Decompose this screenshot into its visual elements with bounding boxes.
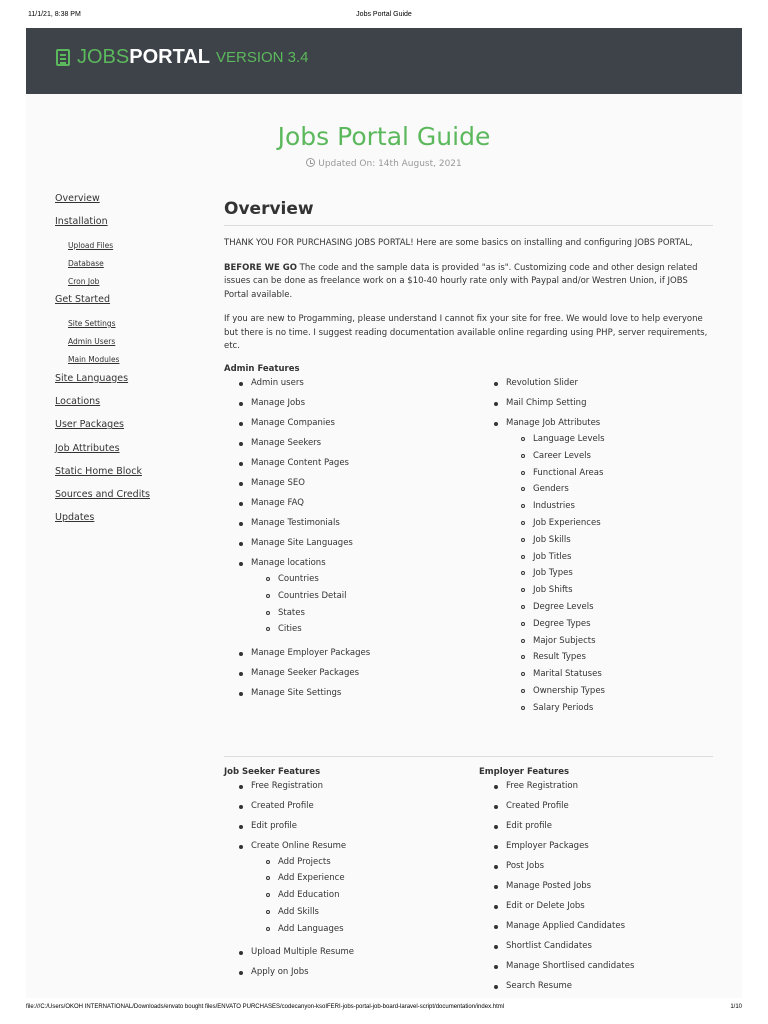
list-item <box>506 860 713 880</box>
section-divider <box>224 756 713 757</box>
list-item <box>251 647 479 667</box>
list-item <box>506 980 713 1000</box>
sub-list-item: Salary Periods <box>533 702 713 719</box>
sidebar-link[interactable]: Updates <box>55 512 95 524</box>
sub-list <box>506 433 713 719</box>
list-item <box>506 940 713 960</box>
sub-list-item: Career Levels <box>533 450 713 467</box>
list-item-label: Manage Seekers <box>251 438 322 448</box>
sidebar-link[interactable]: Site Settings <box>68 318 116 328</box>
sidebar-link[interactable]: Static Home Block <box>55 465 142 477</box>
brand-part2: PORTAL <box>129 46 210 68</box>
list-item <box>251 477 479 497</box>
document-icon <box>56 49 70 66</box>
sub-list-item: Add Languages <box>278 923 479 940</box>
list-item-label: Manage Companies <box>251 418 335 428</box>
list-item-label: Revolution Slider <box>506 378 578 388</box>
page-title: Jobs Portal Guide <box>277 122 491 151</box>
sub-list-item: Result Types <box>533 651 713 668</box>
sub-list-item: Job Skills <box>533 534 713 551</box>
list-item-label: Manage Testimonials <box>251 518 340 528</box>
list-item <box>251 557 479 640</box>
list-item <box>506 960 713 980</box>
sidebar-link[interactable]: Locations <box>55 395 101 407</box>
sidebar-link[interactable]: Installation <box>55 216 108 228</box>
sidebar-link[interactable]: Job Attributes <box>55 442 120 454</box>
list-item-label: Create Online Resume <box>251 840 347 851</box>
list-item <box>251 800 479 820</box>
list-item-label: Manage Content Pages <box>251 458 349 468</box>
list-item-label: Manage Applied Candidates <box>506 920 626 931</box>
list-item <box>251 667 479 687</box>
list-item <box>506 820 713 840</box>
seeker-features-heading: Job Seeker Features <box>224 767 321 777</box>
sub-list <box>251 856 479 940</box>
sub-list-item: Ownership Types <box>533 685 713 702</box>
list-item-label: Manage Job Attributes <box>506 418 601 428</box>
admin-features-heading: Admin Features <box>224 363 300 374</box>
sub-list-item: Language Levels <box>533 433 713 450</box>
list-item <box>506 377 713 397</box>
list-item <box>251 946 479 966</box>
sidebar-link[interactable]: Database <box>68 258 104 268</box>
list-item-label: Edit or Delete Jobs <box>506 900 585 911</box>
list-item <box>251 780 479 800</box>
sub-list-item: States <box>278 607 479 624</box>
list-item-label: Search Resume <box>506 980 572 991</box>
print-page-number: 1/10 <box>730 1004 742 1010</box>
sub-list-item: Marital Statuses <box>533 668 713 685</box>
list-item <box>506 880 713 900</box>
list-item-label: Manage Site Settings <box>251 688 342 699</box>
list-item <box>251 437 479 457</box>
admin-features-columns <box>224 377 713 726</box>
list-item-label: Manage Shortlised candidates <box>506 960 635 971</box>
list-item <box>506 397 713 417</box>
list-item <box>251 517 479 537</box>
sub-list-item: Countries Detail <box>278 590 479 607</box>
list-item-label: Shortlist Candidates <box>506 940 592 951</box>
clock-icon <box>306 158 315 167</box>
list-item <box>251 397 479 417</box>
updated-text: Updated On: 14th August, 2021 <box>318 159 462 169</box>
list-item <box>251 537 479 557</box>
brand-part1: JOBS <box>77 46 130 68</box>
list-item-label: Manage SEO <box>251 478 305 488</box>
intro-paragraph: THANK YOU FOR PURCHASING JOBS PORTAL! Here are some basics on installing and configuring JOBS PORTAL, <box>224 238 693 248</box>
list-item-label: Created Profile <box>506 800 569 811</box>
sidebar-link[interactable]: Site Languages <box>55 372 129 384</box>
main-content <box>224 198 713 726</box>
sub-list-item: Job Titles <box>533 551 713 568</box>
list-item <box>251 417 479 437</box>
list-item <box>506 417 713 719</box>
before-we-go-paragraph <box>224 262 713 303</box>
sub-list-item: Functional Areas <box>533 467 713 484</box>
print-header <box>0 0 768 28</box>
sub-list-item: Job Types <box>533 567 713 584</box>
list-item-label: Free Registration <box>251 780 323 791</box>
sub-list-item: Add Skills <box>278 906 479 923</box>
list-item-label: Manage Seeker Packages <box>251 668 360 679</box>
employer-features-heading: Employer Features <box>479 767 570 777</box>
sub-list-item: Countries <box>278 573 479 590</box>
list-item-label: Free Registration <box>506 780 578 791</box>
print-file-path: file:///C:/Users/OKOH INTERNATIONAL/Downloads/envato bought files/ENVATO PURCHASES/codecanyon-ksoIFERI-jobs-portal-job-board-laravel-script/documentation/index.html <box>26 1004 505 1010</box>
sidebar-link[interactable]: User Packages <box>55 419 125 431</box>
list-item-label: Manage Jobs <box>251 398 305 408</box>
list-item-label: Manage Site Languages <box>251 538 353 548</box>
sub-list-item: Degree Levels <box>533 601 713 618</box>
feature-sections <box>224 766 713 1000</box>
admin-features-list-2 <box>479 377 713 719</box>
admin-features-list-1 <box>224 377 479 707</box>
print-footer <box>0 1000 768 1024</box>
sub-list-item: Add Experience <box>278 872 479 889</box>
list-item-label: Manage locations <box>251 558 326 568</box>
sidebar-link[interactable]: Cron Job <box>68 277 100 287</box>
before-we-go-text: The code and the sample data is provided "as is". Customizing code and other design related issues can be done as freelance work on a $10-40 hourly rate only with Paypal and/or Westren Union, if JOBS Portal available. <box>224 262 698 300</box>
list-item <box>506 900 713 920</box>
sub-list-item: Job Experiences <box>533 517 713 534</box>
list-item-label: Manage FAQ <box>251 498 304 508</box>
list-item <box>251 966 479 986</box>
new-programmer-paragraph: If you are new to Progamming, please understand I cannot fix your site for free. We would love to help everyone but there is no time. I suggest reading documentation available online regarding using PHP, server requirements, etc. <box>224 314 708 351</box>
sub-list-item: Industries <box>533 500 713 517</box>
sub-list-item: Add Education <box>278 889 479 906</box>
sidebar-link[interactable]: Get Started <box>55 294 111 306</box>
list-item-label: Edit profile <box>251 820 298 831</box>
list-item <box>506 780 713 800</box>
sub-list-item: Major Subjects <box>533 635 713 652</box>
sub-list-item: Job Shifts <box>533 584 713 601</box>
list-item <box>251 497 479 517</box>
sidebar-link[interactable]: Upload Files <box>68 240 114 250</box>
top-banner <box>26 28 742 94</box>
list-item-label: Manage Employer Packages <box>251 648 371 659</box>
list-item-label: Edit profile <box>506 820 553 831</box>
sub-list-item: Genders <box>533 483 713 500</box>
sub-list-item: Degree Types <box>533 618 713 635</box>
print-datetime: 11/1/21, 8:38 PM <box>28 11 81 18</box>
list-item <box>251 457 479 477</box>
sidebar-link[interactable]: Overview <box>55 193 100 204</box>
seeker-features-list <box>224 780 479 987</box>
list-item-label: Admin users <box>251 378 304 388</box>
list-item <box>506 920 713 940</box>
sub-list-item: Add Projects <box>278 856 479 873</box>
updated-date <box>0 158 768 169</box>
print-title: Jobs Portal Guide <box>356 11 412 18</box>
list-item <box>251 377 479 397</box>
list-item-label: Manage Posted Jobs <box>506 880 592 891</box>
list-item <box>251 687 479 707</box>
list-item <box>251 820 479 840</box>
list-item-label: Created Profile <box>251 800 314 811</box>
before-we-go-label: BEFORE WE GO <box>224 262 297 273</box>
sub-list-item: Cities <box>278 623 479 640</box>
employer-features-list <box>479 780 713 1000</box>
list-item <box>251 840 479 940</box>
list-item-label: Upload Multiple Resume <box>251 947 355 958</box>
list-item-label: Mail Chimp Setting <box>506 398 587 408</box>
sidebar-link[interactable]: Sources and Credits <box>55 489 151 501</box>
list-item-label: Apply on Jobs <box>251 967 309 978</box>
sidebar-link[interactable]: Main Modules <box>68 355 120 365</box>
list-item-label: Post Jobs <box>506 860 545 871</box>
brand-logo-link[interactable] <box>56 47 309 67</box>
list-item-label: Employer Packages <box>506 840 589 851</box>
overview-heading: Overview <box>224 198 713 226</box>
brand-version: VERSION 3.4 <box>215 48 309 66</box>
sidebar-nav <box>55 192 205 535</box>
list-item <box>506 840 713 860</box>
sub-list <box>251 573 479 640</box>
sidebar-link[interactable]: Admin Users <box>68 337 116 347</box>
list-item <box>506 800 713 820</box>
